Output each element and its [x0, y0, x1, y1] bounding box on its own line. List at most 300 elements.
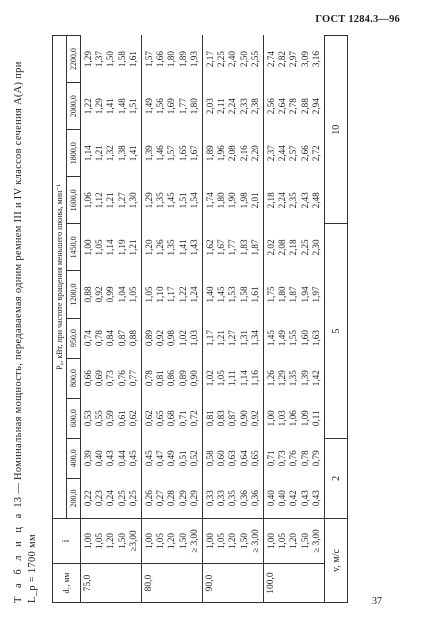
caption-label: Т а б л и ц а — [13, 510, 24, 603]
power-value: 1,03 — [277, 410, 288, 427]
header-i: i — [53, 519, 81, 564]
power-value: 1,26 — [266, 370, 277, 387]
power-value: 1,21 — [94, 145, 105, 162]
power-value: 0,22 — [83, 490, 93, 507]
caption-text: — Номинальная мощность, передаваемая одним ремнем III и IV классов сечения A(A) при — [13, 61, 24, 494]
power-value: 0,64 — [238, 450, 249, 467]
table-row — [264, 36, 325, 603]
power-value: 1,77 — [177, 98, 188, 115]
power-value: 1,46 — [155, 145, 166, 162]
power-value: 1,87 — [288, 286, 299, 303]
power-value: 0,89 — [177, 370, 188, 387]
power-value: 1,45 — [266, 330, 277, 347]
power-value: 0,90 — [238, 410, 249, 427]
power-value: 1,21 — [105, 192, 116, 209]
header-speed: 1800,0 — [67, 130, 81, 177]
power-value: 1,02 — [205, 370, 216, 387]
power-value: 0,40 — [94, 450, 105, 467]
power-value: 1,69 — [166, 98, 177, 115]
ratio-value: ≥3,00 — [127, 530, 138, 552]
power-value: 1,63 — [310, 330, 321, 347]
power-value: 1,40 — [205, 286, 216, 303]
power-cell — [142, 271, 203, 318]
power-value: 1,39 — [144, 145, 155, 162]
power-value: 0,52 — [188, 450, 199, 467]
power-value: 1,29 — [144, 192, 155, 209]
power-value: 0,23 — [94, 490, 105, 507]
d1-value: 100,0 — [264, 564, 325, 603]
ratio-value: 1,20 — [227, 532, 238, 550]
power-value: 0,36 — [249, 490, 260, 507]
power-value: 1,12 — [94, 192, 105, 209]
power-cell — [81, 318, 142, 358]
ratio-value: 1,50 — [116, 532, 127, 550]
footer-speed-mark-1: 2 — [325, 438, 348, 518]
power-value: 0,25 — [116, 490, 127, 507]
d1-value: 75,0 — [81, 564, 142, 603]
ratio-cell — [142, 519, 203, 564]
d1-value: 90,0 — [203, 564, 264, 603]
power-value: 2,20 — [249, 145, 260, 162]
power-value: 1,89 — [205, 145, 216, 162]
power-value: 1,41 — [127, 145, 138, 162]
power-value: 0,92 — [94, 286, 105, 303]
power-value: 0,26 — [144, 490, 155, 507]
power-cell — [142, 224, 203, 271]
power-value: 0,71 — [266, 450, 277, 467]
power-value: 0,74 — [83, 330, 93, 347]
power-value: 1,29 — [277, 370, 288, 387]
power-value: 2,33 — [238, 98, 249, 115]
ratio-value: 1,50 — [299, 532, 310, 550]
power-value: 0,77 — [127, 370, 138, 387]
power-value: 2,01 — [249, 192, 260, 209]
power-value: 1,16 — [249, 370, 260, 387]
power-value: 1,14 — [105, 239, 116, 256]
power-value: 0,60 — [216, 450, 227, 467]
power-value: 0,35 — [227, 490, 238, 507]
power-value: 1,00 — [83, 239, 93, 256]
power-value: 2,72 — [310, 145, 321, 162]
power-value: 2,17 — [205, 51, 216, 68]
power-value: 1,09 — [299, 410, 310, 427]
power-value: 0,72 — [188, 410, 199, 427]
power-cell — [203, 177, 264, 224]
ratio-value: 1,20 — [166, 532, 177, 550]
power-value: 1,30 — [127, 192, 138, 209]
power-value: 1,75 — [266, 286, 277, 303]
power-value: 2,64 — [277, 98, 288, 115]
power-cell — [81, 36, 142, 83]
power-cell — [142, 130, 203, 177]
power-value: 0,98 — [166, 330, 177, 347]
table-row — [203, 36, 264, 603]
header-speed: 1450,0 — [67, 224, 81, 271]
power-value: 0,81 — [205, 410, 216, 427]
power-cell — [81, 398, 142, 438]
power-value: 1,80 — [216, 192, 227, 209]
power-value: 1,94 — [299, 286, 310, 303]
power-value: 1,93 — [188, 51, 199, 68]
power-value: 0,65 — [155, 410, 166, 427]
power-value: 0,62 — [127, 410, 138, 427]
power-cell — [142, 438, 203, 478]
power-value: 1,06 — [83, 192, 93, 209]
power-value: 2,56 — [266, 98, 277, 115]
power-value: 0,69 — [94, 370, 105, 387]
power-value: 3,09 — [299, 51, 310, 68]
power-cell — [264, 358, 325, 398]
power-value: 0,43 — [105, 450, 116, 467]
power-value: 0,53 — [83, 410, 93, 427]
ratio-cell — [81, 519, 142, 564]
ratio-value: 1,00 — [205, 532, 216, 550]
power-value: 0,87 — [116, 330, 127, 347]
power-value: 1,48 — [116, 98, 127, 115]
power-value: 1,87 — [249, 239, 260, 256]
power-value: 2,30 — [310, 239, 321, 256]
footer-speed-label: v, м/с — [325, 519, 348, 603]
power-value: 1,22 — [83, 98, 93, 115]
power-value: 2,08 — [227, 145, 238, 162]
power-value: 0,25 — [127, 490, 138, 507]
power-cell — [264, 398, 325, 438]
power-value: 1,45 — [216, 286, 227, 303]
power-cell — [142, 83, 203, 130]
power-value: 1,17 — [205, 330, 216, 347]
power-value: 0,28 — [166, 490, 177, 507]
power-value: 0,79 — [310, 450, 321, 467]
power-value: 0,62 — [144, 410, 155, 427]
header-speed: 600,0 — [67, 398, 81, 438]
power-cell — [142, 358, 203, 398]
ratio-value: 1,05 — [94, 532, 105, 550]
power-value: 1,31 — [238, 330, 249, 347]
power-cell — [264, 177, 325, 224]
header-power-group: P₀, кВт, при частоте вращения меньшего шкива, мин⁻¹ — [53, 36, 67, 519]
ratio-value: ≥ 3,00 — [249, 529, 260, 553]
power-value: 2,94 — [310, 98, 321, 115]
power-cell — [203, 130, 264, 177]
power-value: 1,21 — [127, 239, 138, 256]
header-speed: 1600,0 — [67, 177, 81, 224]
power-value: 1,14 — [83, 145, 93, 162]
caption-number: 13 — [13, 496, 24, 508]
ratio-value: 1,00 — [144, 532, 155, 550]
power-value: 1,02 — [177, 330, 188, 347]
power-value: 0,55 — [94, 410, 105, 427]
power-value: 0,61 — [116, 410, 127, 427]
power-value: 1,51 — [177, 192, 188, 209]
ratio-value: 1,50 — [177, 532, 188, 550]
ratio-value: ≥ 3,00 — [188, 529, 199, 553]
power-cell — [142, 36, 203, 83]
power-value: 0,92 — [249, 410, 260, 427]
power-value: 0,89 — [144, 330, 155, 347]
power-cell — [203, 83, 264, 130]
power-value: 2,16 — [238, 145, 249, 162]
power-value: 1,80 — [277, 286, 288, 303]
power-value: 1,50 — [105, 51, 116, 68]
power-cell — [264, 224, 325, 271]
power-value: 1,67 — [188, 145, 199, 162]
power-value: 1,32 — [105, 145, 116, 162]
power-value: 0,68 — [166, 410, 177, 427]
power-value: 1,49 — [144, 98, 155, 115]
power-value: 0,24 — [105, 490, 116, 507]
power-value: 1,90 — [227, 192, 238, 209]
power-value: 0,29 — [177, 490, 188, 507]
power-value: 2,97 — [288, 51, 299, 68]
power-value: 0,78 — [299, 450, 310, 467]
power-value: 2,82 — [277, 51, 288, 68]
power-value: 0,76 — [288, 450, 299, 467]
power-value: 1,61 — [127, 51, 138, 68]
power-cell — [142, 398, 203, 438]
standard-designation: ГОСТ 1284.3—96 — [315, 14, 400, 25]
power-cell — [264, 318, 325, 358]
header-speed: 1200,0 — [67, 271, 81, 318]
power-value: 1,62 — [205, 239, 216, 256]
power-value: 1,14 — [238, 370, 249, 387]
power-value: 2,74 — [266, 51, 277, 68]
power-value: 1,55 — [288, 330, 299, 347]
power-value: 1,83 — [238, 239, 249, 256]
power-value: 1,27 — [227, 330, 238, 347]
power-value: 0,83 — [216, 410, 227, 427]
power-cell — [81, 358, 142, 398]
power-value: 0,36 — [238, 490, 249, 507]
caption-length: L_p = 1700 мм — [27, 534, 38, 603]
power-value: 1,39 — [299, 370, 310, 387]
power-value: 1,19 — [116, 239, 127, 256]
header-speed: 2000,0 — [67, 83, 81, 130]
power-value: 1,56 — [155, 98, 166, 115]
power-value: 0,92 — [155, 330, 166, 347]
power-value: 0,65 — [249, 450, 260, 467]
rotated-table-page — [6, 23, 406, 603]
ratio-value: 1,00 — [83, 532, 93, 550]
header-speed: 200,0 — [67, 478, 81, 518]
power-value: 0,45 — [127, 450, 138, 467]
power-cell — [142, 478, 203, 518]
power-value: 1,42 — [310, 370, 321, 387]
power-value: 0,33 — [216, 490, 227, 507]
power-value: 1,24 — [188, 286, 199, 303]
power-value: 0,88 — [127, 330, 138, 347]
power-value: 0,90 — [188, 370, 199, 387]
power-value: 2,35 — [288, 192, 299, 209]
power-value: 0,42 — [288, 490, 299, 507]
power-value: 2,48 — [310, 192, 321, 209]
power-value: 1,05 — [144, 286, 155, 303]
power-value: 1,67 — [216, 239, 227, 256]
power-value: 1,53 — [227, 286, 238, 303]
power-value: 0,87 — [227, 410, 238, 427]
ratio-value: 1,50 — [238, 532, 249, 550]
power-value: 0,66 — [83, 370, 93, 387]
power-value: 0,43 — [299, 490, 310, 507]
power-value: 2,55 — [249, 51, 260, 68]
power-value: 1,10 — [155, 286, 166, 303]
power-value: 0,51 — [177, 450, 188, 467]
power-value: 1,74 — [205, 192, 216, 209]
ratio-cell — [264, 519, 325, 564]
power-value: 0,86 — [166, 370, 177, 387]
power-value: 0,29 — [188, 490, 199, 507]
power-value: 2,18 — [266, 192, 277, 209]
power-value: 1,34 — [249, 330, 260, 347]
power-value: 1,35 — [155, 192, 166, 209]
power-value: 2,37 — [266, 145, 277, 162]
power-value: 2,11 — [216, 98, 227, 115]
footer-speed-mark-2: 5 — [325, 224, 348, 438]
power-value: 2,40 — [227, 51, 238, 68]
power-value: 1,29 — [94, 98, 105, 115]
d1-value: 80,0 — [142, 564, 203, 603]
power-value: 0,33 — [205, 490, 216, 507]
power-value: 1,04 — [116, 286, 127, 303]
power-value: 1,60 — [299, 330, 310, 347]
power-value: 2,25 — [299, 239, 310, 256]
power-value: 0,99 — [105, 286, 116, 303]
header-speed: 800,0 — [67, 358, 81, 398]
power-value: 1,35 — [288, 370, 299, 387]
power-cell — [264, 271, 325, 318]
power-value: 1,54 — [188, 192, 199, 209]
power-value: 2,50 — [238, 51, 249, 68]
power-value: 1,96 — [216, 145, 227, 162]
power-value: 0,88 — [83, 286, 93, 303]
ratio-value: ≥ 3,00 — [310, 529, 321, 553]
power-value: 1,05 — [216, 370, 227, 387]
power-value: 2,38 — [249, 98, 260, 115]
power-value: 1,97 — [310, 286, 321, 303]
power-value: 2,78 — [288, 98, 299, 115]
power-value: 2,66 — [299, 145, 310, 162]
ratio-cell — [203, 519, 264, 564]
power-value: 1,49 — [277, 330, 288, 347]
header-speed: 950,0 — [67, 318, 81, 358]
power-value: 2,44 — [277, 145, 288, 162]
power-value: 0,59 — [105, 410, 116, 427]
header-d1: d₁, мм — [53, 564, 81, 603]
ratio-value: 1,05 — [155, 532, 166, 550]
power-value: 2,03 — [205, 98, 216, 115]
power-cell — [81, 177, 142, 224]
power-cell — [81, 224, 142, 271]
power-value: 0,84 — [105, 330, 116, 347]
power-cell — [81, 271, 142, 318]
power-value: 3,16 — [310, 51, 321, 68]
power-cell — [264, 83, 325, 130]
power-value: 1,29 — [83, 51, 93, 68]
power-cell — [203, 36, 264, 83]
power-cell — [142, 318, 203, 358]
power-value: 2,24 — [227, 98, 238, 115]
power-value: 0,73 — [105, 370, 116, 387]
power-cell — [81, 130, 142, 177]
power-value: 1,89 — [177, 51, 188, 68]
power-value: 0,40 — [277, 490, 288, 507]
power-value: 2,57 — [288, 145, 299, 162]
power-cell — [203, 271, 264, 318]
power-value: 1,20 — [144, 239, 155, 256]
power-value: 1,06 — [288, 410, 299, 427]
power-value: 1,80 — [188, 98, 199, 115]
power-value: 0,81 — [155, 370, 166, 387]
power-value: 1,27 — [116, 192, 127, 209]
power-value: 2,25 — [216, 51, 227, 68]
power-value: 1,22 — [177, 286, 188, 303]
power-value: 0,39 — [83, 450, 93, 467]
power-value: 0,43 — [310, 490, 321, 507]
power-value: 1,65 — [177, 145, 188, 162]
power-value: 2,08 — [277, 239, 288, 256]
power-value: 1,57 — [166, 145, 177, 162]
power-value: 1,37 — [94, 51, 105, 68]
power-cell — [81, 438, 142, 478]
power-cell — [203, 478, 264, 518]
ratio-value: 1,05 — [277, 532, 288, 550]
power-value: 1,11 — [227, 370, 238, 387]
power-value: 0,11 — [310, 410, 321, 427]
power-cell — [203, 224, 264, 271]
power-value: 0,40 — [266, 490, 277, 507]
power-value: 1,43 — [188, 239, 199, 256]
power-value: 0,45 — [144, 450, 155, 467]
power-value: 1,58 — [116, 51, 127, 68]
power-value: 1,58 — [238, 286, 249, 303]
power-value: 0,76 — [116, 370, 127, 387]
power-value: 2,88 — [299, 98, 310, 115]
power-value: 0,44 — [116, 450, 127, 467]
ratio-value: 1,20 — [105, 532, 116, 550]
power-value: 1,35 — [166, 239, 177, 256]
power-value: 1,41 — [177, 239, 188, 256]
power-value: 0,73 — [277, 450, 288, 467]
power-cell — [81, 478, 142, 518]
power-value: 1,00 — [266, 410, 277, 427]
power-value: 0,78 — [94, 330, 105, 347]
power-value: 1,05 — [94, 239, 105, 256]
power-value: 0,49 — [166, 450, 177, 467]
power-value: 1,17 — [166, 286, 177, 303]
table-row — [142, 36, 203, 603]
page-number: 37 — [372, 596, 382, 607]
power-value: 1,80 — [166, 51, 177, 68]
power-cell — [203, 318, 264, 358]
power-table — [52, 35, 348, 603]
power-value: 1,77 — [227, 239, 238, 256]
power-value: 0,47 — [155, 450, 166, 467]
power-value: 1,05 — [127, 286, 138, 303]
power-cell — [142, 177, 203, 224]
power-cell — [81, 83, 142, 130]
power-value: 1,26 — [155, 239, 166, 256]
power-cell — [264, 478, 325, 518]
power-value: 1,66 — [155, 51, 166, 68]
power-cell — [203, 438, 264, 478]
power-value: 1,57 — [144, 51, 155, 68]
power-value: 1,41 — [105, 98, 116, 115]
table-row — [81, 36, 142, 603]
power-value: 1,51 — [127, 98, 138, 115]
power-value: 0,27 — [155, 490, 166, 507]
power-value: 0,63 — [227, 450, 238, 467]
power-value: 2,18 — [288, 239, 299, 256]
power-value: 2,02 — [266, 239, 277, 256]
